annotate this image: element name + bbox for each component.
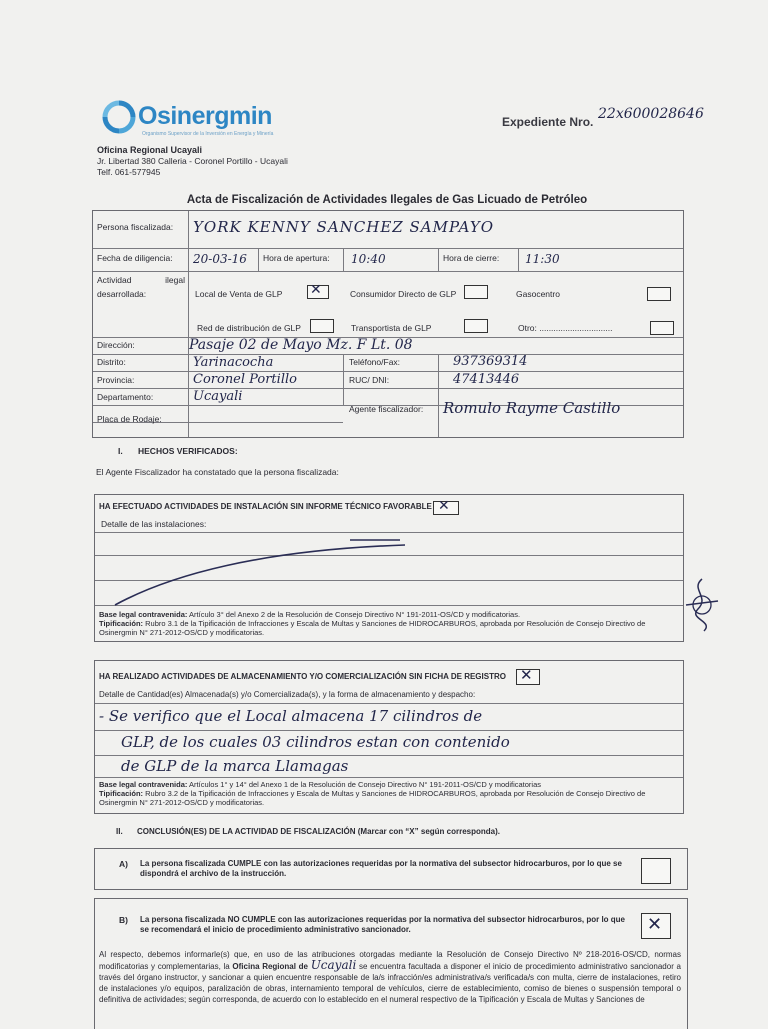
conclusion-a-text: La persona fiscalizada CUMPLE con las autorizaciones requeridas por la normativa del subsector hidrocarburos, por lo que se dispondrá el archivo de la instrucción.: [140, 859, 622, 878]
opt-local-label: Local de Venta de GLP: [195, 289, 283, 299]
ruc-label: RUC/ DNI:: [349, 375, 390, 385]
agente-value: Romulo Rayme Castillo: [443, 399, 621, 417]
actividad-label-1: Actividad ilegal: [97, 275, 185, 285]
opt-gasocentro-label: Gasocentro: [516, 289, 560, 299]
conclusion-a-box: [94, 848, 688, 890]
conclusion-b-para-1: Al respecto, debemos informarle(s) que, en uso de las atribuciones otorgadas mediante la Resolución de Consejo Directivo Nº 218-2016-OS/CD, normas modificatorias y complementarias, la: [99, 950, 681, 971]
telefono-label: Teléfono/Fax:: [349, 357, 401, 367]
logo-text: Osinergmin: [138, 102, 272, 130]
actividad-label-2: desarrollada:: [97, 289, 147, 299]
ruc-value: 47413446: [453, 372, 520, 387]
hora-cierre-label: Hora de cierre:: [443, 253, 500, 263]
conclusion-b-x-mark: ✕: [647, 914, 663, 935]
form-table: [92, 210, 684, 438]
conclusion-b-box: [94, 898, 688, 1029]
conclusion-b-region: Ucayali: [310, 958, 357, 972]
direccion-value: Pasaje 02 de Mayo Mz. F Lt. 08: [189, 337, 413, 353]
provincia-value: Coronel Portillo: [193, 372, 297, 387]
persona-value: YORK KENNY SANCHEZ SAMPAYO: [193, 218, 495, 236]
osinergmin-logo-icon: [102, 100, 136, 134]
installation-base-text: Artículo 3° del Anexo 2 de la Resolución de Consejo Directivo N° 191-2011-OS/CD y modificatorias.: [187, 610, 521, 619]
opt-otro-label: Otro: ...............................: [518, 323, 613, 333]
storage-x-mark: ✕: [520, 666, 533, 684]
conclusion-a-checkbox[interactable]: [641, 858, 671, 884]
fecha-label: Fecha de diligencia:: [97, 253, 173, 263]
installation-tip-label: Tipificación:: [99, 619, 144, 628]
agente-label: Agente fiscalizador:: [349, 404, 424, 414]
placa-label: Placa de Rodaje:: [97, 414, 162, 424]
persona-label: Persona fiscalizada:: [97, 222, 174, 232]
storage-title: HA REALIZADO ACTIVIDADES DE ALMACENAMIENTO Y/O COMERCIALIZACIÓN SIN FICHA DE REGISTRO: [99, 672, 506, 681]
section2-number: II.: [116, 827, 123, 836]
hora-cierre-value: 11:30: [525, 252, 560, 266]
opt-red-checkbox[interactable]: [310, 319, 334, 333]
provincia-label: Provincia:: [97, 375, 135, 385]
conclusion-b-paragraph: [99, 949, 681, 1005]
departamento-label: Departamento:: [97, 392, 154, 402]
departamento-value: Ucayali: [193, 389, 243, 404]
conclusion-b-text: La persona fiscalizada NO CUMPLE con las autorizaciones requeridas por la normativa del subsector hidrocarburos, por lo que se recomendará el inicio de procedimiento administrativo sancionador.: [140, 915, 626, 934]
expediente: [502, 106, 742, 138]
logo-tagline: Organismo Supervisor de la Inversión en Energía y Minería: [142, 131, 274, 137]
distrito-value: Yarinacocha: [193, 355, 274, 370]
logo: [102, 100, 302, 140]
storage-box: [94, 660, 684, 814]
opt-gasocentro-checkbox[interactable]: [647, 287, 671, 301]
section1-number: I.: [118, 446, 123, 456]
telefono-value: 937369314: [453, 354, 528, 369]
storage-hand-line-3: de GLP de la marca Llamagas: [121, 757, 349, 775]
installation-base-label: Base legal contravenida:: [99, 610, 188, 619]
installation-title: HA EFECTUADO ACTIVIDADES DE INSTALACIÓN SIN INFORME TÉCNICO FAVORABLE: [99, 502, 432, 511]
storage-base-legal: [99, 780, 679, 807]
distrito-label: Distrito:: [97, 357, 126, 367]
direccion-label: Dirección:: [97, 340, 135, 350]
office-phone: Telf. 061-577945: [97, 167, 161, 177]
strike-through-line: [110, 530, 430, 610]
storage-hand-line-2: GLP, de los cuales 03 cilindros estan con contenido: [121, 733, 510, 751]
installation-base-legal: [99, 610, 679, 637]
opt-transportista-checkbox[interactable]: [464, 319, 488, 333]
expediente-value: 22x600028646: [598, 106, 704, 122]
document-title: Acta de Fiscalización de Actividades Ilegales de Gas Licuado de Petróleo: [186, 194, 588, 206]
expediente-label: Expediente Nro.: [502, 115, 594, 129]
section2-heading: CONCLUSIÓN(ES) DE LA ACTIVIDAD DE FISCALIZACIÓN (Marcar con “X” según corresponda).: [137, 827, 500, 836]
conclusion-b-letter: B): [119, 915, 128, 925]
storage-detail-label: Detalle de Cantidad(es) Almacenada(s) y/o Comercializada(s), y la forma de almacenamiento y despacho:: [99, 690, 476, 699]
opt-otro-checkbox[interactable]: [650, 321, 674, 335]
margin-signature-icon: [680, 575, 724, 635]
opt-consumidor-label: Consumidor Directo de GLP: [350, 289, 457, 299]
opt-local-x-mark: ✕: [310, 282, 322, 298]
conclusion-b-office: Oficina Regional de: [232, 962, 308, 971]
storage-tip-text: Rubro 3.2 de la Tipificación de Infracciones y Escala de Multas y Sanciones de HIDROCARBUROS, aprobada por Resolución de Consejo Directivo de Osinergmin N° 271-2012-OS/CD y modificatorias.: [99, 789, 646, 807]
opt-transportista-label: Transportista de GLP: [351, 323, 432, 333]
opt-red-label: Red de distribución de GLP: [197, 323, 301, 333]
storage-base-text: Artículos 1° y 14° del Anexo 1 de la Resolución de Consejo Directivo N° 191-2011-OS/CD y modificatorias: [187, 780, 541, 789]
installation-tip-text: Rubro 3.1 de la Tipificación de Infracciones y Escala de Multas y Sanciones de HIDROCARBUROS, aprobada por Resolución de Consejo Directivo de Osinergmin N° 271-2012-OS/CD y modificatorias.: [99, 619, 646, 637]
storage-base-label: Base legal contravenida:: [99, 780, 188, 789]
office-address: Jr. Libertad 380 Calleria - Coronel Portillo - Ucayali: [97, 156, 288, 166]
storage-hand-line-1: - Se verifico que el Local almacena 17 cilindros de: [99, 707, 483, 725]
section1-intro: El Agente Fiscalizador ha constatado que la persona fiscalizada:: [96, 467, 339, 477]
fecha-value: 20-03-16: [193, 252, 247, 266]
hora-apertura-label: Hora de apertura:: [263, 253, 330, 263]
storage-tip-label: Tipificación:: [99, 789, 144, 798]
installation-detail-label: Detalle de las instalaciones:: [101, 519, 207, 529]
opt-consumidor-checkbox[interactable]: [464, 285, 488, 299]
office-block: [97, 145, 397, 178]
office-name: Oficina Regional Ucayali: [97, 145, 203, 155]
section1-heading: HECHOS VERIFICADOS:: [138, 446, 238, 456]
hora-apertura-value: 10:40: [351, 252, 386, 266]
installation-x-mark: ✕: [438, 498, 450, 514]
conclusion-a-letter: A): [119, 859, 128, 869]
conclusion-b-para-2: se encuentra facultada a disponer el inicio de procedimiento administrativo sancionador a través del órgano instructor, y sancionar a quien encuentre responsable de la/s infracción/es administrativa/s verificada/s con multa, cierre de instalaciones, retiro de instalaciones y/o equipos, paralización de obras, internamiento temporal de vehículos, cierre de establecimiento, comiso de bienes o suspensión temporal o definitiva de actividades; según corresponda, de acuerdo con lo establecido en el numeral respectivo de la Tipificación y Escala de Multas y Sanciones de: [99, 962, 681, 1004]
